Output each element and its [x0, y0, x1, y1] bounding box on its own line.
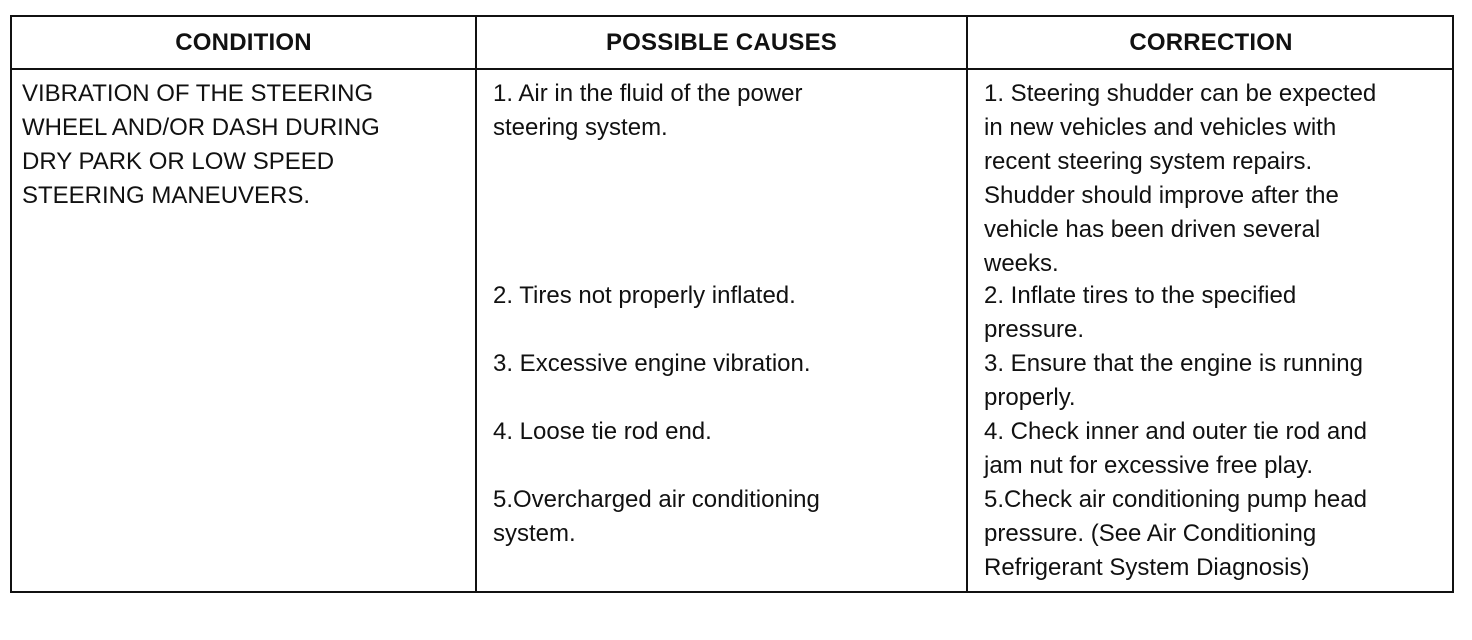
cause-5: 5.Overcharged air conditioning system.: [493, 486, 820, 547]
column-divider: [966, 17, 968, 591]
cause-2: 2. Tires not properly inflated.: [493, 282, 796, 309]
diagnosis-table: [10, 15, 1454, 593]
header-divider: [12, 68, 1452, 70]
header-condition: CONDITION: [175, 28, 312, 56]
condition-description: VIBRATION OF THE STEERING WHEEL AND/OR DASH DURING DRY PARK OR LOW SPEED STEERING MANEUVERS.: [22, 80, 380, 209]
correction-5: 5.Check air conditioning pump head pressure. (See Air Conditioning Refrigerant System Diagnosis): [984, 486, 1367, 581]
header-possible-causes: POSSIBLE CAUSES: [605, 28, 838, 56]
correction-3: 3. Ensure that the engine is running properly.: [984, 350, 1363, 411]
cause-3: 3. Excessive engine vibration.: [493, 350, 811, 377]
cause-4: 4. Loose tie rod end.: [493, 418, 712, 445]
column-divider: [475, 17, 477, 591]
correction-2: 2. Inflate tires to the specified pressure.: [984, 282, 1297, 343]
correction-1: 1. Steering shudder can be expected in new vehicles and vehicles with recent steering system repairs. Shudder should improve after the vehicle has been driven several weeks.: [984, 80, 1377, 277]
correction-4: 4. Check inner and outer tie rod and jam nut for excessive free play.: [984, 418, 1367, 479]
cause-1: 1. Air in the fluid of the power steering system.: [493, 80, 803, 141]
header-correction: CORRECTION: [1129, 28, 1293, 56]
